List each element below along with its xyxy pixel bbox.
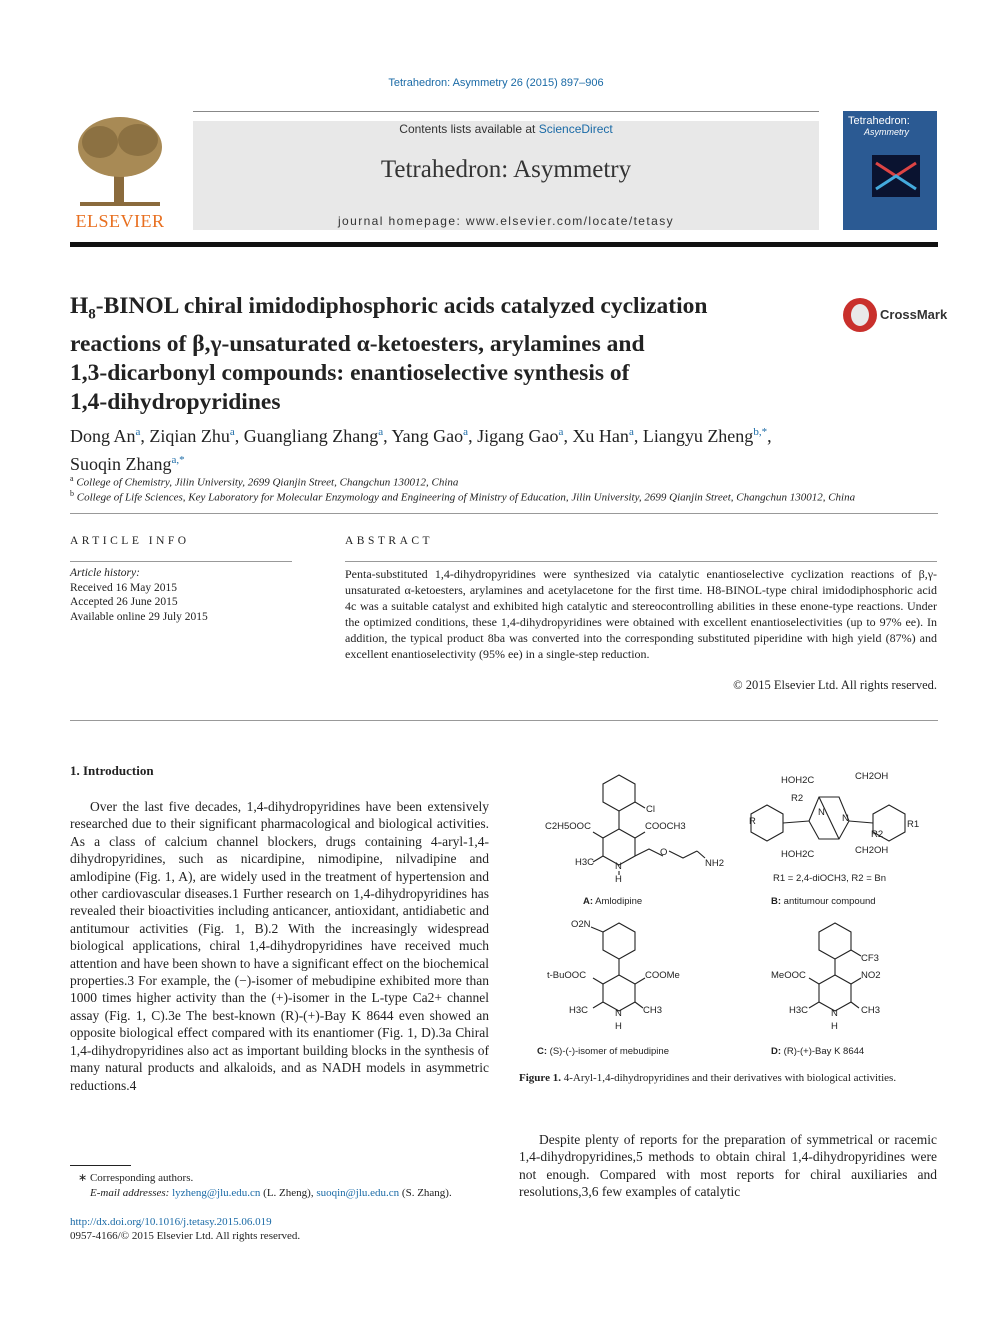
history-online: Available online 29 July 2015 — [70, 610, 208, 623]
svg-text:t-BuOOC: t-BuOOC — [547, 970, 587, 981]
corresponding-note: ∗ Corresponding authors. — [78, 1172, 194, 1184]
svg-text:H3C: H3C — [575, 857, 595, 868]
svg-text:N: N — [831, 1008, 838, 1019]
email-owner-zhang: (S. Zhang). — [399, 1187, 452, 1199]
svg-text:H: H — [615, 1021, 622, 1032]
header-top-rule — [193, 111, 819, 112]
figure-caption-text: 4-Aryl-1,4-dihydropyridines and their derivatives with biological activities. — [563, 1072, 897, 1084]
abstract-rule — [345, 561, 937, 562]
svg-text:H3C: H3C — [789, 1005, 809, 1016]
svg-text:CH3: CH3 — [643, 1005, 663, 1016]
article-info-heading: ARTICLE INFO — [70, 535, 190, 547]
author-name[interactable]: Ziqian Zhu — [149, 426, 230, 446]
header-bottom-rule — [70, 242, 938, 247]
author-affil-marker[interactable]: a — [229, 426, 235, 438]
affiliation-a-text: College of Chemistry, Jilin University, 2699 Qianjin Street, Changchun 130012, China — [76, 476, 459, 489]
cover-title-line1: Tetrahedron: — [848, 115, 910, 127]
author-affil-marker[interactable]: a — [628, 426, 634, 438]
journal-name: Tetrahedron: Asymmetry — [380, 156, 632, 183]
structure-amlodipine — [545, 775, 724, 907]
svg-text:R2: R2 — [791, 793, 804, 804]
svg-text:N: N — [842, 813, 849, 824]
author-list: Dong An$^a$, Ziqian Zhu$^a$, Guangliang Zhang$^a$, Yang Gao$^a$, Jigang Gao$^a$, Xu Han$^a$, Liangyu Zheng$^{b,*}$, Suoqin Zhang$^{a,*}$ — [70, 426, 772, 474]
figure-1-structures — [519, 765, 937, 1065]
structure-mebudipine — [537, 919, 680, 1057]
publisher-wordmark: ELSEVIER — [75, 211, 165, 231]
email-label: E-mail addresses: — [90, 1187, 173, 1199]
figure-d-label: D: (R)-(+)-Bay K 8644 — [771, 1046, 865, 1057]
author-affil-marker[interactable]: a — [558, 426, 564, 438]
svg-text:O: O — [660, 847, 668, 858]
svg-text:C2H5OOC: C2H5OOC — [545, 821, 591, 832]
article-title — [70, 292, 810, 417]
journal-homepage[interactable]: journal homepage: www.elsevier.com/locate/tetasy — [337, 214, 674, 228]
intro-paragraph-2: Despite plenty of reports for the preparation of symmetrical or racemic 1,4-dihydropyridines,5 methods to obtain chiral 1,4-dihydropyridines were not enough. Compared with most reports for chiral auxiliaries and resolutions,3,6 few examples of catalytic — [519, 1132, 937, 1200]
svg-text:O2N: O2N — [571, 919, 591, 930]
history-label: Article history: — [70, 567, 140, 579]
title-line-2: reactions of β,γ-unsaturated α-ketoesters, arylamines and — [70, 330, 645, 357]
cover-title — [848, 116, 910, 138]
title-line-3: 1,3-dicarbonyl compounds: enantioselective synthesis of — [70, 359, 630, 386]
title-line-4: 1,4-dihydropyridines — [70, 388, 281, 415]
author-name[interactable]: Suoqin Zhang — [70, 454, 172, 474]
cover-title-line2: Asymmetry — [864, 127, 909, 137]
abstract-copyright: © 2015 Elsevier Ltd. All rights reserved. — [733, 678, 937, 692]
svg-text:Cl: Cl — [646, 804, 655, 815]
crossmark-inner — [851, 304, 869, 326]
author-name[interactable]: Guangliang Zhang — [243, 426, 379, 446]
author-affil-marker[interactable]: a,* — [171, 454, 185, 466]
figure-caption-label[interactable]: Figure 1. — [519, 1072, 561, 1084]
author-affil-marker[interactable]: a — [463, 426, 469, 438]
svg-text:N: N — [818, 807, 825, 818]
svg-text:R: R — [749, 816, 756, 827]
svg-text:CH3: CH3 — [861, 1005, 881, 1016]
structure-bay-k-8644 — [771, 923, 881, 1057]
figure-b-label: B: antitumour compound — [771, 896, 876, 907]
figure-b-substituents: R1 = 2,4-diOCH3, R2 = Bn — [773, 873, 886, 884]
svg-text:H: H — [831, 1021, 838, 1032]
svg-text:HOH2C: HOH2C — [781, 849, 815, 860]
svg-text:HOH2C: HOH2C — [781, 775, 815, 786]
svg-text:NH2: NH2 — [705, 858, 725, 869]
author-affil-marker[interactable]: a — [378, 426, 384, 438]
introduction-heading: 1. Introduction — [70, 763, 154, 778]
author-name[interactable]: Liangyu Zheng — [642, 426, 754, 446]
structure-antitumour — [749, 771, 919, 907]
svg-text:MeOOC: MeOOC — [771, 970, 806, 981]
svg-text:COOCH3: COOCH3 — [645, 821, 686, 832]
doi-link[interactable]: http://dx.doi.org/10.1016/j.tetasy.2015.06.019 — [70, 1216, 272, 1228]
journal-citation[interactable]: Tetrahedron: Asymmetry 26 (2015) 897–906 — [388, 77, 604, 89]
abstract-text: Penta-substituted 1,4-dihydropyridines were synthesized via catalytic enantioselective cyclization reactions of β,γ-unsaturated α-ketoesters, arylamines and acetylacetone for the first time. H8-BINOL-type chiral imidodiphosphoric acid 4c was a suitable catalyst and exhibited high catalytic and stereocontrolling abilities in these enone-type reactions. Under the optimized conditions, these 1,4-dihydropyridines were obtained with excellent enantioselectivities (up to 97% ee). In addition, the typical product 8ba was converted into the corresponding substituted piperidine with high yield (87%) and excellent enantioselectivity (95% ee) in a single-step reduction. — [345, 567, 937, 661]
abstract-bottom-rule — [70, 720, 938, 721]
svg-text:NO2: NO2 — [861, 970, 881, 981]
figure-c-label: C: (S)-(-)-isomer of mebudipine — [537, 1046, 669, 1057]
author-name[interactable]: Yang Gao — [391, 426, 464, 446]
article-info-rule — [70, 561, 292, 562]
figure-a-label: A: Amlodipine — [583, 896, 643, 907]
issn-line: 0957-4166/© 2015 Elsevier Ltd. All rights reserved. — [70, 1230, 301, 1242]
svg-text:H3C: H3C — [569, 1005, 589, 1016]
title-line-1: $H_8$-BINOL chiral imidodiphosphoric acids catalyzed cyclization — [70, 293, 708, 323]
history-accepted: Accepted 26 June 2015 — [70, 596, 178, 608]
contents-prefix: Contents lists available at — [399, 122, 539, 136]
history-received: Received 16 May 2015 — [70, 581, 177, 594]
author-affil-marker[interactable]: a — [135, 426, 141, 438]
svg-text:N: N — [615, 861, 622, 872]
svg-text:H: H — [615, 874, 622, 885]
svg-text:CF3: CF3 — [861, 953, 879, 964]
intro-paragraph-1: Over the last five decades, 1,4-dihydropyridines have been extensively researched due to their significant pharmacological and biological activities. As a class of calcium channel blockers, drugs containing 4-aryl-1,4-dihydropyridines, such as nicardipine, nimodipine, nilvadipine and amlodipine (Fig. 1, A), are widely used in the treatment of hypertension and other cardiovascular diseases.1 Further research on 1,4-dihydropyridines has revealed their bioactivities including anticancer, antioxidant, antidiabetic and antitumour activities (Fig. 1, B).2 With the increasingly widespread biological applications, chiral 1,4-dihydropyridines have received much attention and have been shown to have a significant effect on the biochemical properties.3 For example, the (−)-isomer of mebudipine exhibited more than 1000 times higher activity than the (+)-isomer in the L-type Ca2+ channel assay (Fig. 1, C).3e The best-known (R)-(+)-Bay K 8644 even showed an opposite biological effect compared with its enantiomer (Fig. 1, D).3a Chiral 1,4-dihydropyridines also act as important building blocks in the synthesis of many natural products and alkaloids, and as NADH models in asymmetric reductions.4 — [70, 799, 489, 1093]
article-history — [70, 566, 208, 624]
svg-text:COOMe: COOMe — [645, 970, 680, 981]
svg-text:R1: R1 — [907, 819, 920, 830]
footnote-rule — [70, 1165, 131, 1166]
svg-text:CH2OH: CH2OH — [855, 845, 889, 856]
email-link-zhang[interactable]: suoqin@jlu.edu.cn — [316, 1187, 400, 1199]
email-line — [90, 1187, 452, 1199]
svg-text:N: N — [615, 1008, 622, 1019]
contents-line — [193, 122, 819, 136]
cover-artwork — [872, 155, 920, 197]
figure-1-caption — [519, 1071, 937, 1085]
author-affil-marker[interactable]: b,* — [753, 426, 768, 438]
abstract-heading: ABSTRACT — [345, 535, 434, 547]
affiliation-rule — [70, 513, 938, 514]
email-link-zheng[interactable]: lyzheng@jlu.edu.cn — [172, 1187, 261, 1199]
svg-text:CH2OH: CH2OH — [855, 771, 889, 782]
author-name[interactable]: Xu Han — [572, 426, 629, 446]
affiliation-b-text: College of Life Sciences, Key Laboratory for Molecular Enzymology and Engineering of Ministry of Education, Jilin University, 2699 Qianjin Street, Changchun 130012, China — [76, 491, 856, 504]
affiliation-b: $^b$ College of Life Sciences, Key Laboratory for Molecular Enzymology and Engineering of Ministry of Education, Jilin University, 2699 Qianjin Street, Changchun 130012, China — [70, 489, 856, 504]
affiliation-a: $^a$ College of Chemistry, Jilin University, 2699 Qianjin Street, Changchun 130012, China — [70, 474, 459, 489]
crossmark-label[interactable]: CrossMark — [880, 307, 948, 322]
sciencedirect-link[interactable]: ScienceDirect — [538, 122, 613, 136]
author-name[interactable]: Dong An — [70, 426, 136, 446]
email-owner-zheng: (L. Zheng), — [260, 1187, 317, 1199]
author-name[interactable]: Jigang Gao — [477, 426, 559, 446]
svg-text:R2: R2 — [871, 829, 884, 840]
